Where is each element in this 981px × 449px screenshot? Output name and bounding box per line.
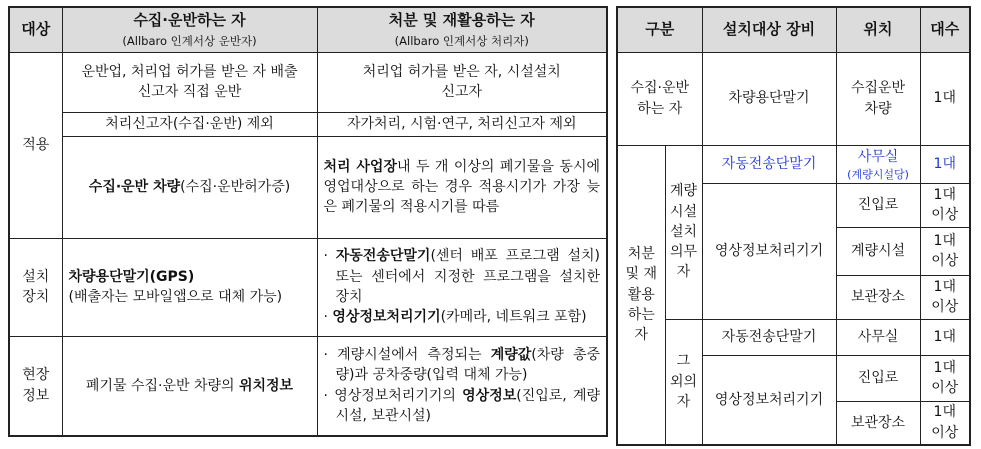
processing-site-text: 처리 사업장: [323, 158, 397, 175]
entrance-location: 진입로: [836, 183, 920, 227]
collector-location: 수집운반 차량: [836, 52, 920, 145]
apply-label: 적용: [9, 52, 62, 238]
office-location: 사무실 (계량시설당): [836, 145, 920, 183]
scale-count: 1대 이상: [920, 227, 970, 275]
site-collector: 폐기물 수집·운반 차량의 위치정보: [62, 336, 317, 436]
collection-vehicle-note: (수집·운반허가증): [180, 178, 291, 195]
other-storage-count: 1대 이상: [920, 401, 970, 445]
header-collector-sub: (Allbaro 인계서상 운반자): [122, 34, 257, 49]
apply-r1-processor: 처리업 허가를 받은 자, 시설설치 신고자: [317, 52, 607, 112]
vehicle-terminal-note: (배출자는 모바일앱으로 대체 가능): [68, 289, 283, 305]
application-scope-table: [8, 6, 608, 437]
video-device-equipment: 영상정보처리기기: [702, 183, 836, 319]
header-location: 위치: [836, 7, 920, 52]
processor-category: 처분 및 재활용 하는 자: [617, 145, 665, 445]
collector-category: 수집·운반 하는 자: [617, 52, 702, 145]
other-entrance-location: 진입로: [836, 355, 920, 401]
scale-location: 계량시설: [836, 227, 920, 275]
header-category: 구분: [617, 7, 702, 52]
collection-vehicle-text: 수집·운반 차량: [88, 178, 181, 195]
auto-transmit-terminal: 자동전송단말기: [702, 145, 836, 183]
apply-r2-collector: 처리신고자(수집·운반) 제외: [62, 112, 317, 136]
office-note: (계량시설당): [847, 167, 909, 181]
other-auto-transmit-terminal: 자동전송단말기: [702, 319, 836, 355]
header-equipment: 설치대상 장비: [702, 7, 836, 52]
processing-site-rule: 내 두 개 이상의 폐기물을 동시에 영업대상으로 하는 경우 적용시기가 가장 늦은 폐기물의 적용시기를 따름: [323, 158, 600, 216]
office-count: 1대: [920, 145, 970, 183]
mandatory-subcategory: 계량 시설 설치 의무 자: [665, 145, 702, 319]
device-collector: [62, 238, 317, 336]
other-entrance-count: 1대 이상: [920, 355, 970, 401]
header-target: 대상: [9, 7, 62, 52]
apply-r2-processor: 자가처리, 시험·연구, 처리신고자 제외: [317, 112, 607, 136]
apply-r3-collector: [62, 136, 317, 238]
other-subcategory: 그 외의 자: [665, 319, 702, 445]
header-count: 대수: [920, 7, 970, 52]
header-processor-title: 처분 및 재활용하는 자: [388, 10, 535, 29]
device-bullet-1: · 자동전송단말기(센터 배포 프로그램 설치) 또는 센터에서 지정한 프로그램을 설치한 장치: [323, 248, 601, 305]
storage-location: 보관장소: [836, 275, 920, 319]
entrance-count: 1대 이상: [920, 183, 970, 227]
header-processor-sub: (Allbaro 인계서상 처리자): [394, 34, 529, 49]
vehicle-terminal-text: 차량용단말기(GPS): [68, 268, 195, 285]
collector-equipment: 차량용단말기: [702, 52, 836, 145]
device-processor: [317, 238, 607, 336]
header-collector-title: 수집·운반하는 자: [133, 10, 246, 29]
site-label: 현장 정보: [9, 336, 62, 436]
other-video-device-equipment: 영상정보처리기기: [702, 355, 836, 445]
other-office-location: 사무실: [836, 319, 920, 355]
installation-equipment-table: [616, 6, 971, 446]
device-label: 설치 장치: [9, 238, 62, 336]
header-collector: [62, 7, 317, 52]
device-bullet-2: · 영상정보처리기기(카메라, 네트워크 포함): [323, 309, 587, 326]
collector-count: 1대: [920, 52, 970, 145]
apply-r3-processor: [317, 136, 607, 238]
other-office-count: 1대: [920, 319, 970, 355]
storage-count: 1대 이상: [920, 275, 970, 319]
header-processor: [317, 7, 607, 52]
other-storage-location: 보관장소: [836, 401, 920, 445]
site-processor: [317, 336, 607, 436]
site-bullet-2: · 영상정보처리기기의 영상정보(진입로, 계량시설, 보관시설): [323, 387, 601, 425]
site-bullet-1: · 계량시설에서 측정되는 계량값(차량 총중량)과 공차중량(입력 대체 가능): [323, 347, 601, 384]
apply-r1-collector: 운반업, 처리업 허가를 받은 자 배출신고자 직접 운반: [62, 52, 317, 112]
